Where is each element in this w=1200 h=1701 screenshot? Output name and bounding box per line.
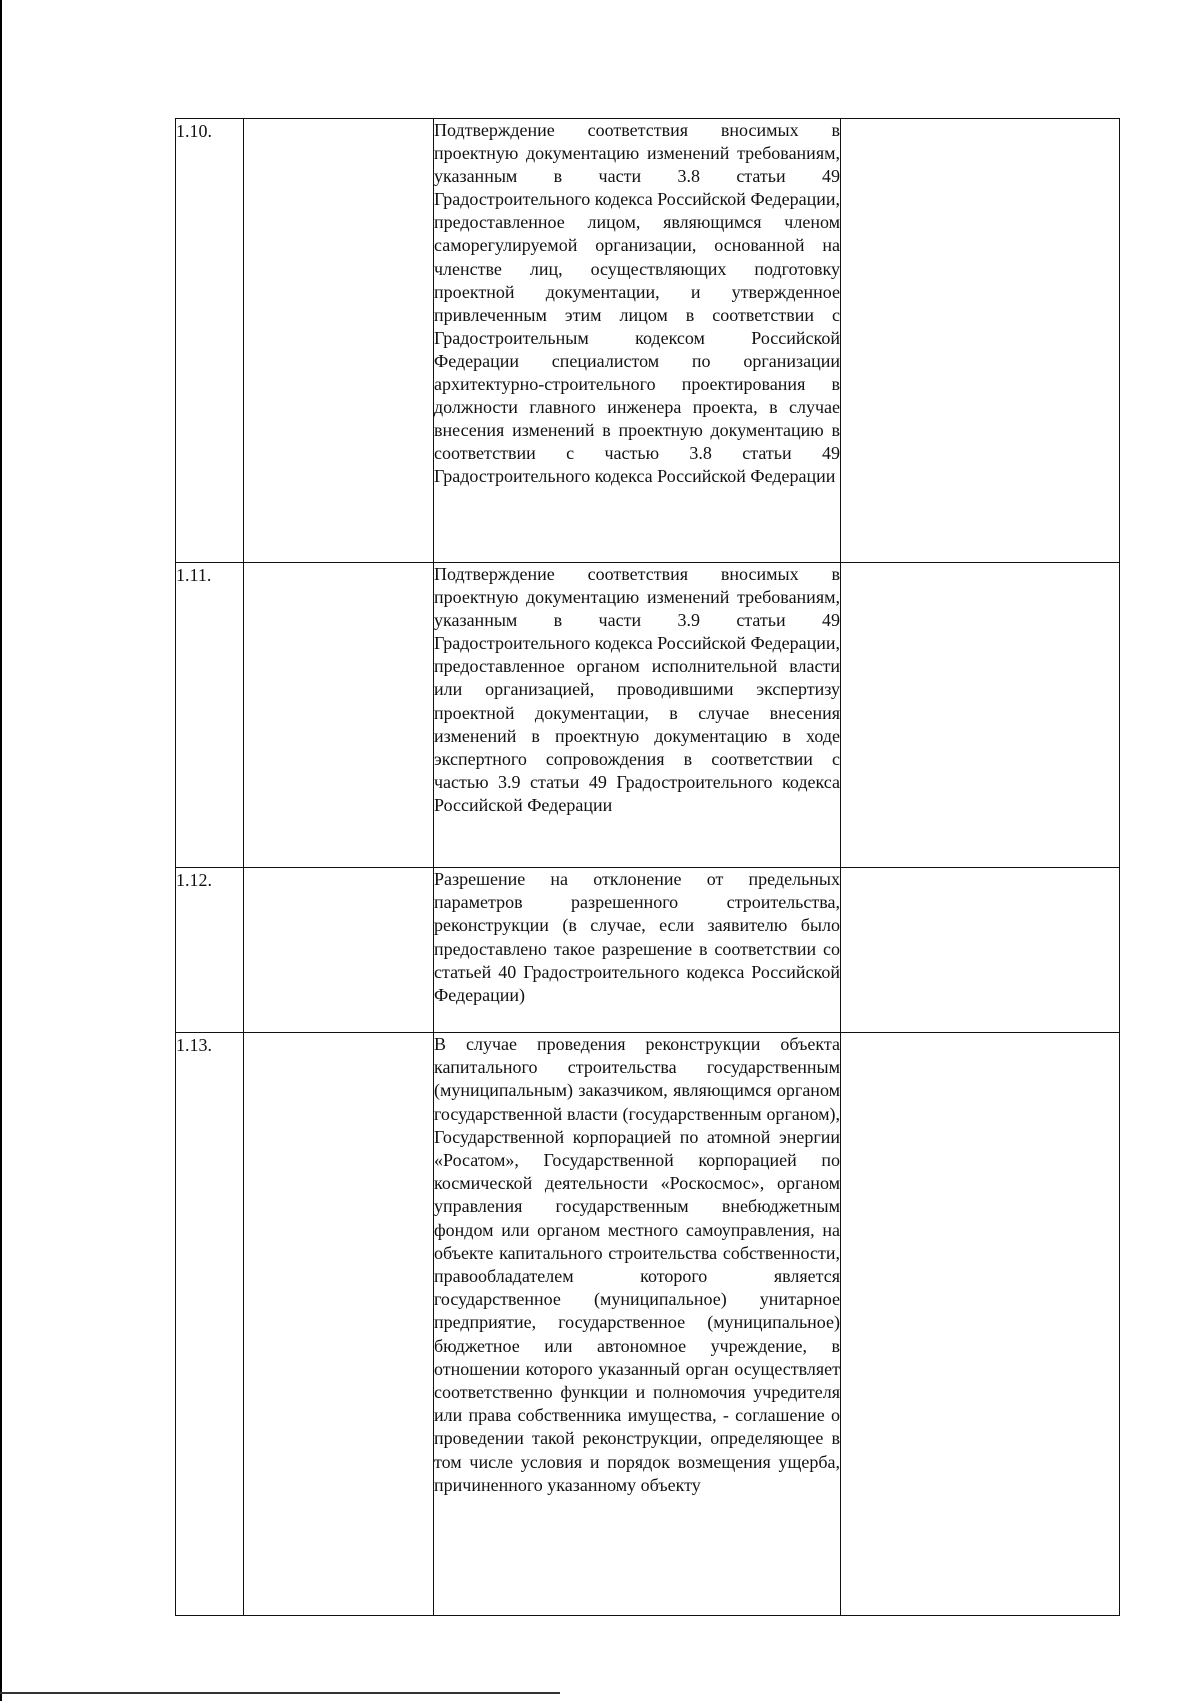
empty-cell bbox=[841, 1033, 1120, 1616]
empty-cell bbox=[841, 119, 1120, 563]
empty-cell bbox=[244, 119, 434, 563]
document-table bbox=[175, 118, 1120, 1616]
empty-cell bbox=[244, 1033, 434, 1616]
row-number: 1.11. bbox=[176, 563, 244, 868]
document-description: В случае проведения реконструкции объекта капитального строительства государственным (муниципальным) заказчиком, являющимся органом государственной власти (государственным органом), Государственной корпорацией по атомной энергии «Росатом», Государственной корпорацией по космической деятельности «Роскосмос», органом управления государственным внебюджетным фондом или органом местного самоуправления, на объекте капитального строительства собственности, правообладателем которого является государственное (муниципальное) унитарное предприятие, государственное (муниципальное) бюджетное или автономное учреждение, в отношении которого указанный орган осуществляет соответственно функции и полномочия учредителя или права собственника имущества, - соглашение о проведении такой реконструкции, определяющее в том числе условия и порядок возмещения ущерба, причиненного указанному объекту bbox=[434, 1033, 841, 1616]
empty-cell bbox=[244, 868, 434, 1033]
row-number: 1.13. bbox=[176, 1033, 244, 1616]
document-description: Разрешение на отклонение от предельных параметров разрешенного строительства, реконструкции (в случае, если заявителю было предоставлено такое разрешение в соответствии со статьей 40 Градостроительного кодекса Российской Федерации) bbox=[434, 868, 841, 1033]
scan-edge-left bbox=[0, 0, 2, 1701]
empty-cell bbox=[841, 563, 1120, 868]
scan-edge-bottom bbox=[0, 1692, 560, 1694]
table-row bbox=[176, 868, 1120, 1033]
table-row bbox=[176, 563, 1120, 868]
row-number: 1.10. bbox=[176, 119, 244, 563]
document-description: Подтверждение соответствия вносимых в проектную документацию изменений требованиям, указанным в части 3.8 статьи 49 Градостроительного кодекса Российской Федерации, предоставленное лицом, являющимся членом саморегулируемой организации, основанной на членстве лиц, осуществляющих подготовку проектной документации, и утвержденное привлеченным этим лицом в соответствии с Градостроительным кодексом Российской Федерации специалистом по организации архитектурно-строительного проектирования в должности главного инженера проекта, в случае внесения изменений в проектную документацию в соответствии с частью 3.8 статьи 49 Градостроительного кодекса Российской Федерации bbox=[434, 119, 841, 563]
row-number: 1.12. bbox=[176, 868, 244, 1033]
table-row bbox=[176, 119, 1120, 563]
table-row bbox=[176, 1033, 1120, 1616]
empty-cell bbox=[841, 868, 1120, 1033]
empty-cell bbox=[244, 563, 434, 868]
document-description: Подтверждение соответствия вносимых в проектную документацию изменений требованиям, указанным в части 3.9 статьи 49 Градостроительного кодекса Российской Федерации, предоставленное органом исполнительной власти или организацией, проводившими экспертизу проектной документации, в случае внесения изменений в проектную документацию в ходе экспертного сопровождения в соответствии с частью 3.9 статьи 49 Градостроительного кодекса Российской Федерации bbox=[434, 563, 841, 868]
